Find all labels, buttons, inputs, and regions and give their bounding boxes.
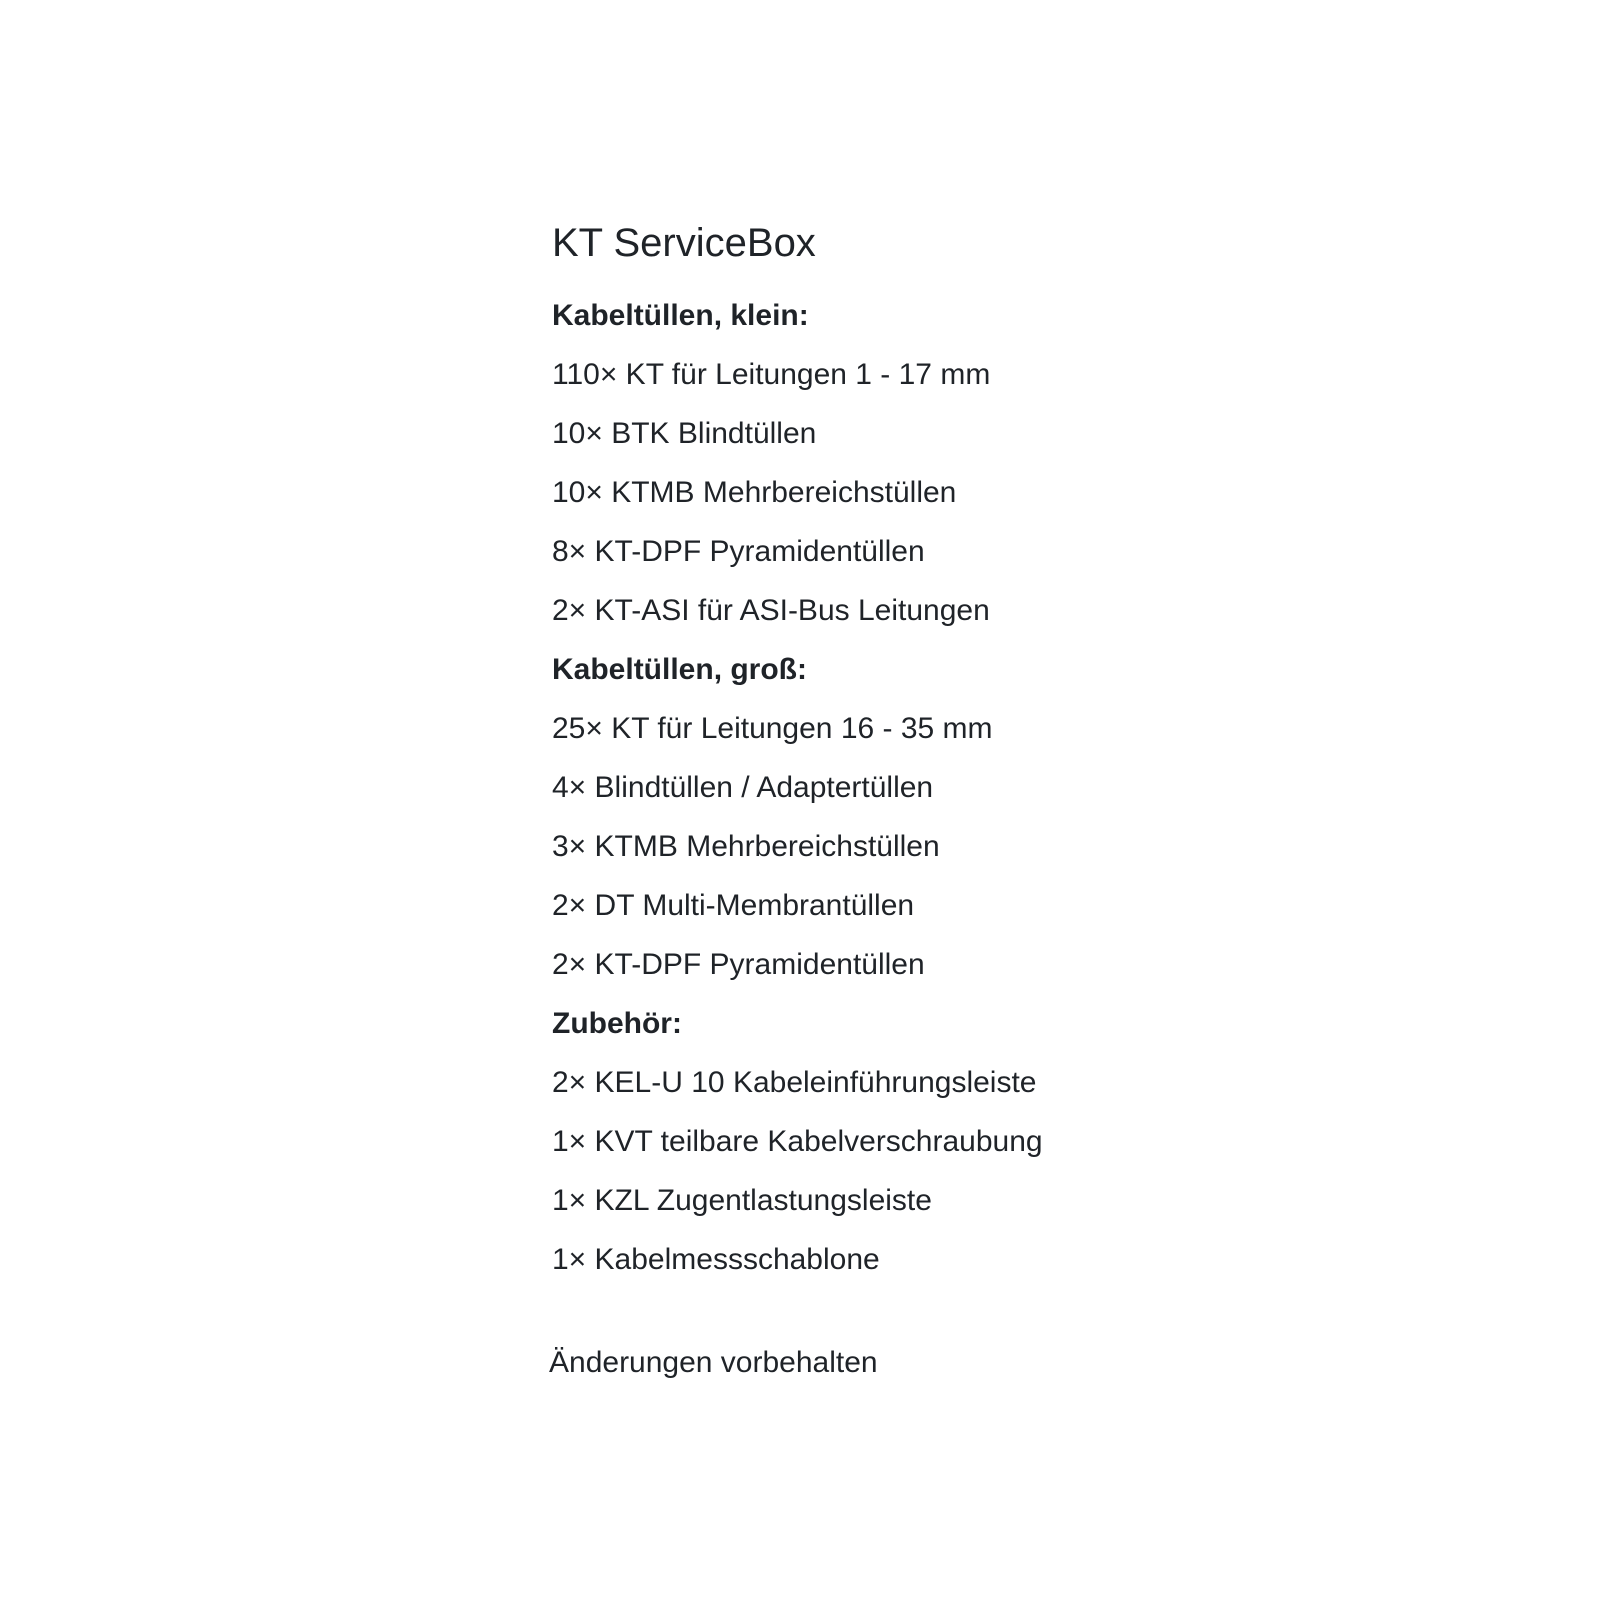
list-item: 2× KT-DPF Pyramidentüllen (552, 948, 925, 981)
list-item: 10× BTK Blindtüllen (552, 417, 817, 450)
section-heading: Zubehör: (552, 1007, 682, 1040)
section-small-grommets (552, 286, 1252, 640)
item-list (552, 1053, 1252, 1289)
list-item: 1× KVT teilbare Kabelverschraubung (552, 1125, 1043, 1158)
product-description (552, 218, 1252, 1289)
section-heading: Kabeltüllen, klein: (552, 299, 809, 332)
list-item: 4× Blindtüllen / Adaptertüllen (552, 771, 934, 804)
page-title: KT ServiceBox (552, 221, 816, 265)
section-large-grommets (552, 640, 1252, 994)
item-list (552, 345, 1252, 640)
list-item: 2× KEL-U 10 Kabeleinführungsleiste (552, 1066, 1037, 1099)
list-item: 3× KTMB Mehrbereichstüllen (552, 830, 940, 863)
section-heading: Kabeltüllen, groß: (552, 653, 807, 686)
list-item: 1× KZL Zugentlastungsleiste (552, 1184, 932, 1217)
list-item: 2× DT Multi-Membrantüllen (552, 889, 915, 922)
list-item: 2× KT-ASI für ASI-Bus Leitungen (552, 594, 990, 627)
disclaimer-note: Änderungen vorbehalten (549, 1346, 878, 1379)
list-item: 25× KT für Leitungen 16 - 35 mm (552, 712, 993, 745)
list-item: 10× KTMB Mehrbereichstüllen (552, 476, 957, 509)
list-item: 1× Kabelmessschablone (552, 1243, 880, 1276)
list-item: 8× KT-DPF Pyramidentüllen (552, 535, 925, 568)
list-item: 110× KT für Leitungen 1 - 17 mm (552, 358, 991, 391)
section-accessories (552, 994, 1252, 1289)
item-list (552, 699, 1252, 994)
